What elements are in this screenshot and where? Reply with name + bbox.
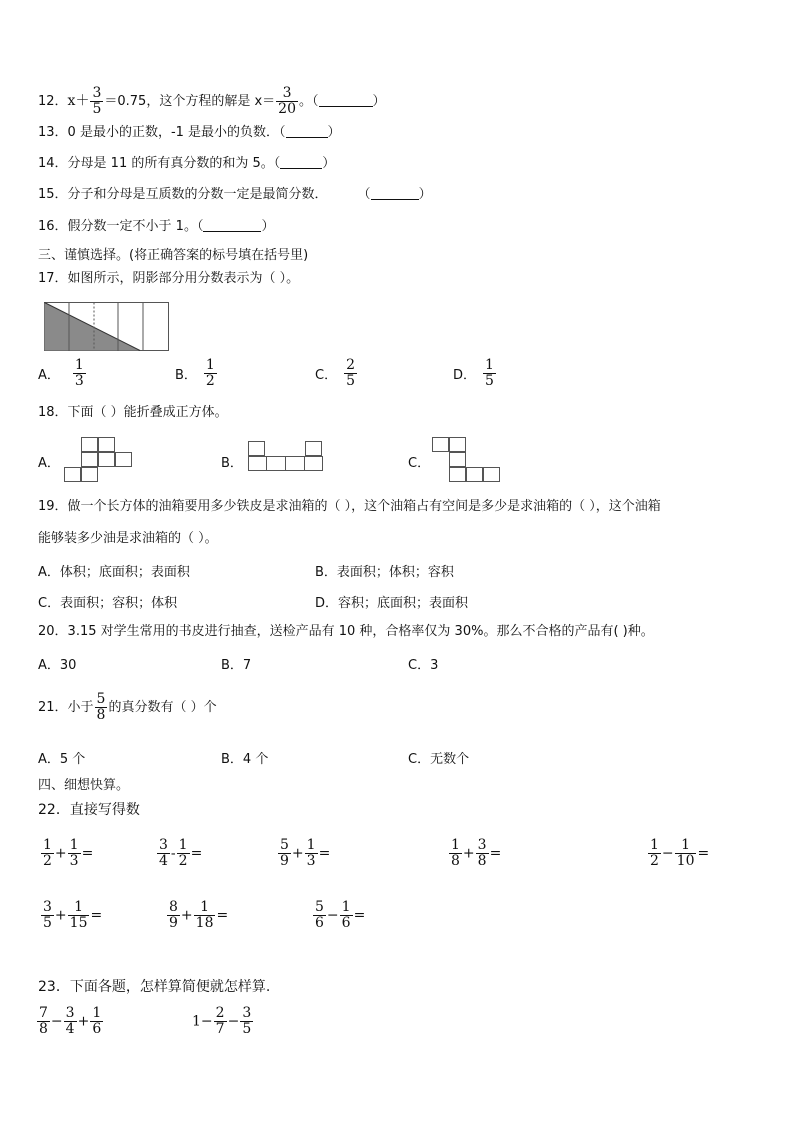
answer-blank[interactable] xyxy=(203,219,261,232)
numerator: 2 xyxy=(215,1005,225,1021)
numerator: 1 xyxy=(681,837,691,853)
option-21-b[interactable]: B．4 个 xyxy=(221,752,269,767)
answer-blank[interactable] xyxy=(280,156,322,169)
question-14: 14．分母是 11 的所有真分数的和为 5。（ ） xyxy=(38,156,336,171)
question-15: 15．分子和分母是互质数的分数一定是最简分数． （ ） xyxy=(38,187,432,202)
operator: = xyxy=(90,907,103,924)
operator: = xyxy=(318,845,331,862)
option-17-b[interactable]: B． $\frac{1}{2}$ xyxy=(175,357,215,389)
operator: + xyxy=(462,845,475,862)
answer-blank[interactable] xyxy=(371,187,419,200)
calc-22-6 xyxy=(40,900,102,931)
option-17-a[interactable]: A． $\frac{1}{3}$ xyxy=(38,357,84,389)
calc-22-5 xyxy=(647,838,709,869)
denominator: 15 xyxy=(69,915,88,931)
option-18-c-label[interactable]: C． xyxy=(408,456,431,471)
option-18-a-label[interactable]: A． xyxy=(38,456,60,471)
operator: = xyxy=(353,907,366,924)
calc-22-1 xyxy=(40,838,93,869)
calc-22-3 xyxy=(277,838,330,869)
fraction: $\frac{3}{20}$ xyxy=(278,85,296,117)
option-19-d[interactable]: D．容积；底面积；表面积 xyxy=(315,596,469,611)
numerator: 1 xyxy=(650,837,659,853)
question-21: 21．小于 $\frac{5}{8}$ 的真分数有（ ）个 xyxy=(38,691,217,723)
calc-23-1 xyxy=(36,1006,104,1037)
numerator: 3 xyxy=(65,1005,75,1021)
question-20: 20．3.15 对学生常用的书皮进行抽查，送检产品有 10 种，合格率仅为 30%。那么不合格的产品有( )种。 xyxy=(38,624,654,639)
fraction xyxy=(68,900,90,931)
fraction: $\frac{1}{2}$ xyxy=(205,357,215,389)
denominator: 6 xyxy=(92,1021,102,1037)
denominator: 4 xyxy=(159,853,168,869)
denominator: 6 xyxy=(315,915,324,931)
operator: = xyxy=(190,845,203,862)
denominator: 8 xyxy=(39,1021,48,1037)
denominator: 7 xyxy=(215,1021,225,1037)
numerator: 1 xyxy=(306,837,316,853)
numerator: 3 xyxy=(159,837,168,853)
numerator: 5 xyxy=(280,837,289,853)
numerator: 7 xyxy=(39,1005,48,1021)
operator: − xyxy=(50,1013,63,1030)
operator: − xyxy=(200,1013,213,1030)
denominator: 9 xyxy=(169,915,178,931)
numerator: 1 xyxy=(92,1005,102,1021)
operator: - xyxy=(170,845,176,862)
option-17-d[interactable]: D． $\frac{1}{5}$ xyxy=(453,357,494,389)
operator: + xyxy=(54,845,67,862)
denominator: 3 xyxy=(306,853,316,869)
denominator: 3 xyxy=(69,853,79,869)
operator: 1 xyxy=(192,1013,201,1030)
option-20-c[interactable]: C．3 xyxy=(408,658,439,673)
fraction xyxy=(68,838,81,869)
calc-23-2 xyxy=(192,1006,254,1037)
operator: − xyxy=(661,845,674,862)
option-19-b[interactable]: B．表面积；体积；容积 xyxy=(315,565,454,580)
fraction xyxy=(214,1006,227,1037)
numerator: 3 xyxy=(43,899,52,915)
numerator: 1 xyxy=(341,899,351,915)
denominator: 18 xyxy=(195,915,214,931)
denominator: 5 xyxy=(242,1021,252,1037)
question-12: 12．x＋ $\frac{3}{5}$ ＝0.75，这个方程的解是 x＝ $\frac{3}{20}$ 。（ ） xyxy=(38,85,386,117)
denominator: 10 xyxy=(676,853,695,869)
fraction xyxy=(41,838,54,869)
fraction xyxy=(177,838,190,869)
operator: = xyxy=(216,907,229,924)
operator: = xyxy=(81,845,94,862)
option-17-c[interactable]: C． $\frac{2}{5}$ xyxy=(315,357,355,389)
fraction xyxy=(340,900,353,931)
fraction xyxy=(41,900,54,931)
fraction xyxy=(449,838,462,869)
fraction: $\frac{1}{3}$ xyxy=(74,357,84,389)
answer-blank[interactable] xyxy=(319,94,373,107)
fraction: $\frac{1}{5}$ xyxy=(485,357,494,389)
question-18: 18．下面（ ）能折叠成正方体。 xyxy=(38,405,228,420)
calc-22-4 xyxy=(448,838,501,869)
fraction: $\frac{5}{8}$ xyxy=(96,691,106,723)
question-16: 16．假分数一定不小于 1。（ ） xyxy=(38,219,275,234)
fraction xyxy=(675,838,697,869)
numerator: 5 xyxy=(315,899,324,915)
denominator: 2 xyxy=(650,853,659,869)
fraction xyxy=(476,838,489,869)
operator: = xyxy=(697,845,710,862)
calc-22-7 xyxy=(166,900,228,931)
question-19-line-2: 能够装多少油是求油箱的（ ）。 xyxy=(38,531,218,546)
section-heading-3: 三、谨慎选择。(将正确答案的标号填在括号里) xyxy=(38,248,309,263)
option-19-c[interactable]: C．表面积；容积；体积 xyxy=(38,596,178,611)
section-heading-4: 四、细想快算。 xyxy=(38,778,130,793)
option-21-c[interactable]: C．无数个 xyxy=(408,752,470,767)
fraction xyxy=(167,900,180,931)
denominator: 8 xyxy=(451,853,460,869)
numerator: 1 xyxy=(69,837,79,853)
operator: − xyxy=(227,1013,240,1030)
calc-22-2 xyxy=(156,838,202,869)
denominator: 8 xyxy=(477,853,487,869)
denominator: 4 xyxy=(65,1021,75,1037)
operator: − xyxy=(326,907,339,924)
operator: = xyxy=(489,845,502,862)
question-19-line-1: 19．做一个长方体的油箱要用多少铁皮是求油箱的（ ），这个油箱占有空间是多少是求油箱的（ ），这个油箱 xyxy=(38,499,661,514)
fraction xyxy=(648,838,661,869)
denominator: 2 xyxy=(178,853,188,869)
fraction xyxy=(37,1006,50,1037)
numerator: 1 xyxy=(43,837,52,853)
option-19-a[interactable]: A．体积；底面积；表面积 xyxy=(38,565,190,580)
numerator: 3 xyxy=(242,1005,252,1021)
question-22-title: 22．直接写得数 xyxy=(38,802,140,818)
calc-22-8 xyxy=(312,900,365,931)
denominator: 2 xyxy=(43,853,52,869)
fraction xyxy=(194,900,216,931)
operator: + xyxy=(77,1013,90,1030)
denominator: 6 xyxy=(341,915,351,931)
numerator: 1 xyxy=(200,899,210,915)
fraction xyxy=(278,838,291,869)
option-20-a[interactable]: A．30 xyxy=(38,658,77,673)
denominator: 5 xyxy=(43,915,52,931)
question-17: 17．如图所示，阴影部分用分数表示为（ ）。 xyxy=(38,271,300,286)
fraction: $\frac{2}{5}$ xyxy=(346,357,355,389)
numerator: 3 xyxy=(477,837,487,853)
operator: + xyxy=(180,907,193,924)
question-23-title: 23．下面各题，怎样算简便就怎样算. xyxy=(38,979,271,995)
operator: + xyxy=(54,907,67,924)
option-18-b-label[interactable]: B． xyxy=(221,456,243,471)
question-13: 13．0 是最小的正数，-1 是最小的负数．（ ） xyxy=(38,125,341,140)
option-20-b[interactable]: B．7 xyxy=(221,658,252,673)
numerator: 1 xyxy=(178,837,188,853)
operator: + xyxy=(291,845,304,862)
fraction xyxy=(313,900,326,931)
fraction xyxy=(305,838,318,869)
denominator: 9 xyxy=(280,853,289,869)
fraction xyxy=(90,1006,103,1037)
numerator: 8 xyxy=(169,899,178,915)
fraction xyxy=(64,1006,77,1037)
answer-blank[interactable] xyxy=(286,125,328,138)
fraction: $\frac{3}{5}$ xyxy=(92,85,102,117)
shaded-rectangle-figure xyxy=(44,302,170,352)
fraction xyxy=(240,1006,253,1037)
numerator: 1 xyxy=(451,837,460,853)
numerator: 1 xyxy=(74,899,84,915)
option-21-a[interactable]: A．5 个 xyxy=(38,752,86,767)
fraction xyxy=(157,838,170,869)
